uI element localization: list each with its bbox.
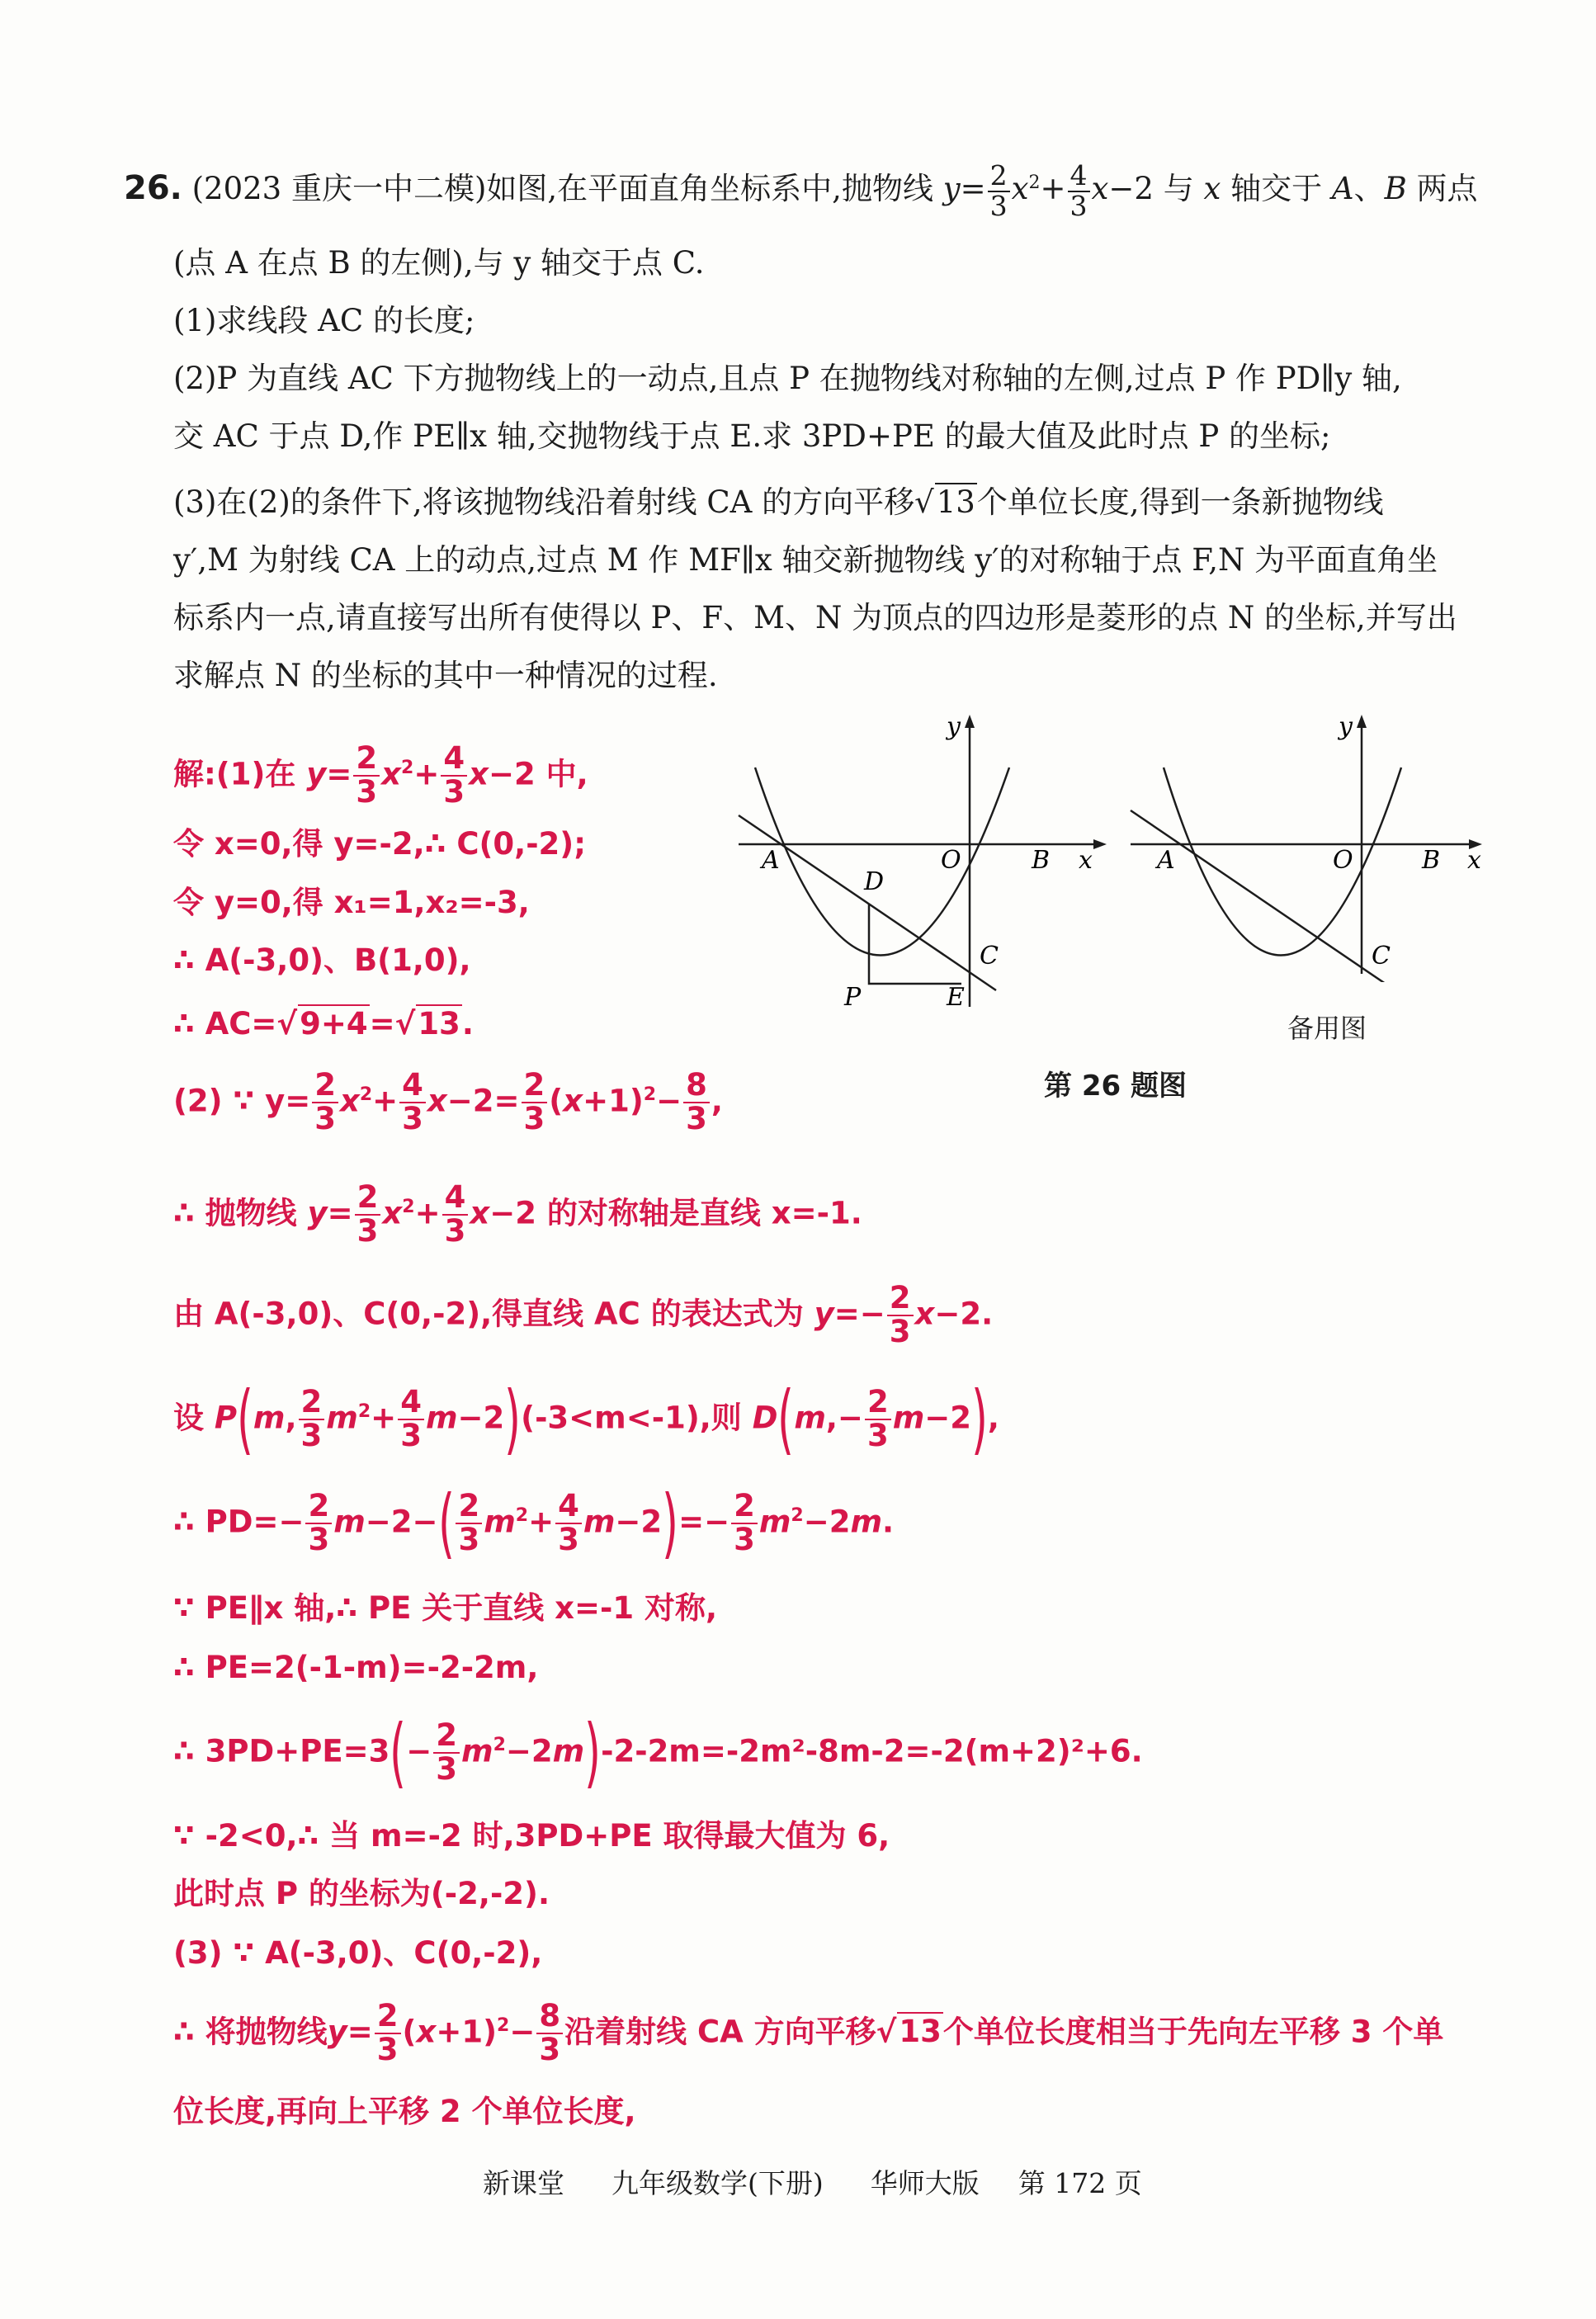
label-o: O xyxy=(941,846,961,875)
footer-page: 第 172 页 xyxy=(1018,2167,1142,2199)
footer-grade: 九年级数学(下册) xyxy=(611,2167,824,2199)
solution-line-17: ∴ 将抛物线y= $\frac{2}{3}$ $(x+1)^2-$ $\frac{8}{3}$ 沿着射线 CA 方向平移√13个单位长度相当于先向左平移 3 个单 xyxy=(173,1998,1444,2067)
label-c-backup: C xyxy=(1372,942,1391,971)
label-p: P xyxy=(844,983,862,1012)
pd-pe-segments xyxy=(869,904,961,984)
solution-line-5: ∴ AC=√9+4=√13. xyxy=(173,1006,474,1041)
problem-line-2: (点 A 在点 B 的左侧),与 y 轴交于点 C. xyxy=(173,245,705,281)
label-y: y xyxy=(947,712,961,741)
solution-line-12: ∴ PE=2(-1-m)=-2-2m, xyxy=(173,1650,539,1685)
label-x-backup: x xyxy=(1467,846,1481,875)
solution-line-15: 此时点 P 的坐标为(-2,-2). xyxy=(173,1876,550,1911)
problem-part-3c: 标系内一点,请直接写出所有使得以 P、F、M、N 为顶点的四边形是菱形的点 N 的坐标,并写出 xyxy=(173,600,1457,635)
line-ac xyxy=(739,815,996,990)
label-x: x xyxy=(1079,846,1093,875)
solution-line-9: 设 P(m, $\frac{2}{3}$ $m^2+$ $\frac{4}{3}$ m−2)(-3<m<-1),则 D(m,− $\frac{2}{3}$ m−2), xyxy=(173,1374,999,1463)
problem-part-3b: y′,M 为射线 CA 上的动点,过点 M 作 MF∥x 轴交新抛物线 y′的对称轴于点 F,N 为平面直角坐 xyxy=(173,542,1438,578)
problem-source: (2023 重庆一中二模) xyxy=(191,171,487,207)
label-a: A xyxy=(762,846,780,875)
label-c: C xyxy=(980,942,999,971)
parabola-backup xyxy=(1164,767,1401,956)
problem-line-1: 26. (2023 重庆一中二模)如图,在平面直角坐标系中,抛物线 y= $\frac{2}{3}$ $x^2+$ $\frac{4}{3}$ x−2 与 x 轴交于 A、B 两点 xyxy=(124,159,1478,222)
problem-part-3a: (3)在(2)的条件下,将该抛物线沿着射线 CA 的方向平移√13个单位长度,得到一条新抛物线 xyxy=(173,484,1384,520)
problem-part-2a: (2)P 为直线 AC 下方抛物线上的一动点,且点 P 在抛物线对称轴的左侧,过点 P 作 PD∥y 轴, xyxy=(173,361,1402,396)
solution-line-3: 令 y=0,得 x₁=1,x₂=-3, xyxy=(173,885,530,920)
solution-line-7: ∴ 抛物线 y= $\frac{2}{3}$ $x^2+$ $\frac{4}{3}$ x−2 的对称轴是直线 x=-1. xyxy=(173,1179,862,1249)
figure-backup xyxy=(1122,710,1518,982)
solution-line-8: 由 A(-3,0)、C(0,-2),得直线 AC 的表达式为 y=− $\frac{2}{3}$ x−2. xyxy=(173,1280,994,1349)
page-footer xyxy=(483,2162,1142,2201)
figure-main xyxy=(730,710,1126,1015)
label-o-backup: O xyxy=(1333,846,1353,875)
label-b: B xyxy=(1032,846,1051,875)
label-y-backup: y xyxy=(1339,712,1353,741)
parabola xyxy=(755,767,1009,956)
solution-line-1: 解:(1)在 y= $\frac{2}{3}$ $x^2+$ $\frac{4}{3}$ x−2 中, xyxy=(173,740,588,810)
y-axis-arrow-backup xyxy=(1357,715,1367,728)
solution-line-2: 令 x=0,得 y=-2,∴ C(0,-2); xyxy=(173,826,587,862)
label-e: E xyxy=(947,983,965,1012)
solution-line-18: 位长度,再向上平移 2 个单位长度, xyxy=(173,2094,636,2129)
solution-line-16: (3) ∵ A(-3,0)、C(0,-2), xyxy=(173,1935,543,1971)
problem-part-2b: 交 AC 于点 D,作 PE∥x 轴,交抛物线于点 E.求 3PD+PE 的最大值及此时点 P 的坐标; xyxy=(173,418,1331,454)
problem-part-1: (1)求线段 AC 的长度; xyxy=(173,303,475,338)
solution-line-11: ∵ PE∥x 轴,∴ PE 关于直线 x=-1 对称, xyxy=(173,1590,718,1626)
y-axis-arrow xyxy=(965,715,975,728)
footer-book: 新课堂 xyxy=(483,2167,564,2199)
label-b-backup: B xyxy=(1422,846,1441,875)
footer-edition: 华师大版 xyxy=(870,2167,980,2199)
x-axis-arrow xyxy=(1093,839,1107,849)
label-a-backup: A xyxy=(1157,846,1175,875)
problem-part-3d: 求解点 N 的坐标的其中一种情况的过程. xyxy=(173,658,718,693)
solution-line-13: ∴ 3PD+PE=3(− $\frac{2}{3}$ $m^2-2m)-2-2m=-2m^2-8m-2=-2(m+2)^2+6$. xyxy=(173,1707,1143,1797)
solution-line-14: ∵ -2<0,∴ 当 m=-2 时,3PD+PE 取得最大值为 6, xyxy=(173,1818,890,1854)
label-d: D xyxy=(864,867,885,896)
problem-number: 26. xyxy=(124,169,182,208)
solution-line-10: ∴ PD=− $\frac{2}{3}$ m−2−( $\frac{2}{3}$ $m^2+$ $\frac{4}{3}$ m−2)=− $\frac{2}{3}$ $m^2-2m$. xyxy=(173,1478,895,1567)
solution-line-4: ∴ A(-3,0)、B(1,0), xyxy=(173,942,471,978)
figure-caption: 第 26 题图 xyxy=(1044,1070,1187,1103)
backup-caption: 备用图 xyxy=(1287,1013,1367,1044)
line-ac-backup xyxy=(1131,810,1399,982)
solution-line-6: (2) ∵ y= $\frac{2}{3}$ $x^2+$ $\frac{4}{3}$ x−2= $\frac{2}{3}$ $(x+1)^2-$ $\frac{8}{3}$ , xyxy=(173,1067,723,1136)
